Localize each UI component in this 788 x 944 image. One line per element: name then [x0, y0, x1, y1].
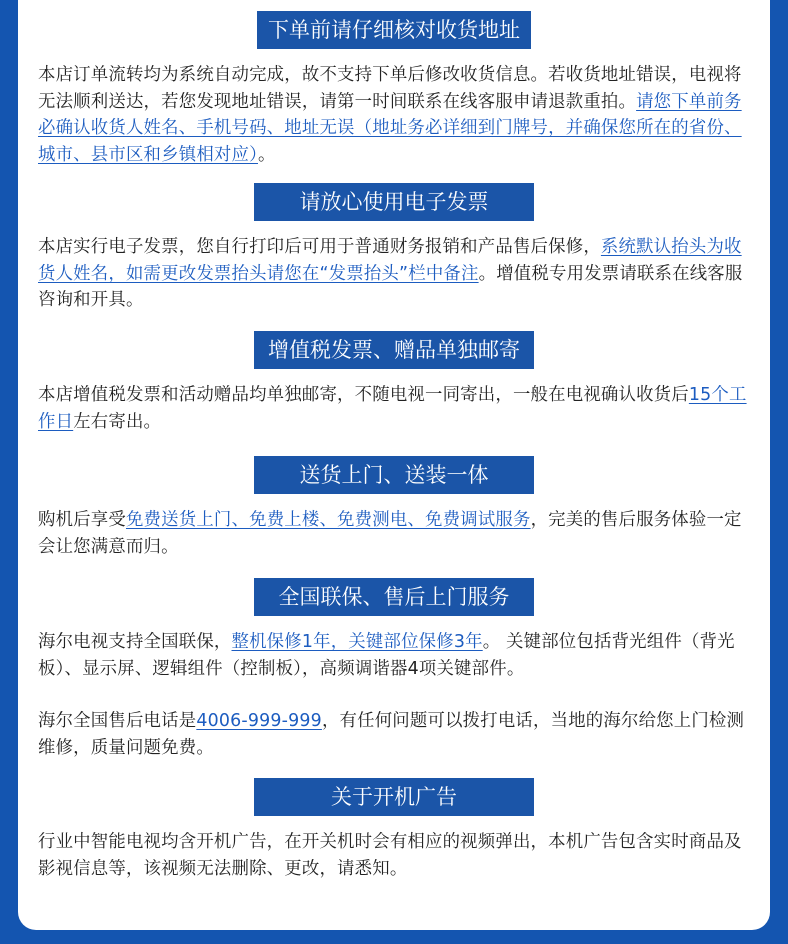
text-run: 本店实行电子发票，您自行打印后可用于普通财务报销和产品售后保修，: [38, 237, 601, 257]
section-heading: 请放心使用电子发票: [254, 183, 534, 221]
text-run: 。 关键部位包括背光组件（背光板）、显示屏、逻辑组件（控制板），高频调谐器4项关键部件。: [38, 632, 735, 679]
text-run: ，完美的售后服务体验一定会让您满意而归。: [38, 510, 742, 557]
section-paragraph: [38, 829, 750, 882]
section-paragraph: [38, 629, 750, 682]
content-panel: [18, 0, 770, 930]
section-heading: 关于开机广告: [254, 778, 534, 816]
section-invoice: [38, 183, 750, 314]
text-run: 。: [257, 144, 276, 165]
highlighted-text: 请您下单前务必确认收货人姓名、手机号码、地址无误（地址务必详细到门牌号，并确保您所在的省份、城市、县市区和乡镇相对应）: [38, 91, 742, 165]
text-run: 本店订单流转均为系统自动完成，故不支持下单后修改收货信息。若收货地址错误，电视将无法顺利送达，若您发现地址错误，请第一时间联系在线客服申请退款重拍。: [38, 65, 742, 112]
section-paragraph: [38, 234, 750, 314]
section-paragraph: [38, 507, 750, 560]
text-run: ，有任何问题可以拨打电话，当地的海尔给您上门检测维修，质量问题免费。: [38, 711, 745, 758]
section-heading: 送货上门、送装一体: [254, 456, 534, 494]
text-run: 行业中智能电视均含开机广告，在开关机时会有相应的视频弹出，本机广告包含实时商品及影视信息等，该视频无法删除、更改，请悉知。: [38, 832, 742, 879]
text-run: 左右寄出。: [73, 411, 162, 432]
section-heading: 下单前请仔细核对收货地址: [257, 11, 531, 49]
text-run: 本店增值税发票和活动赠品均单独邮寄，不随电视一同寄出，一般在电视确认收货后: [38, 385, 689, 405]
text-run: 购机后享受: [38, 510, 126, 530]
section-warranty: [38, 578, 750, 761]
section-paragraph: [38, 708, 750, 761]
section-paragraph: [38, 62, 750, 168]
section-heading: 增值税发票、赠品单独邮寄: [254, 331, 534, 369]
text-run: 海尔电视支持全国联保，: [38, 632, 232, 652]
highlighted-text: 免费送货上门、免费上楼、免费测电、免费调试服务: [125, 510, 531, 530]
section-delivery: [38, 456, 750, 560]
highlighted-text: 系统默认抬头为收货人姓名，如需更改发票抬头请您在“发票抬头”栏中备注: [38, 237, 742, 284]
highlighted-text: 15个工作日: [38, 385, 747, 432]
text-run: 。增值税专用发票请联系在线客服咨询和开具。: [38, 263, 743, 310]
service-phone-number: 4006-999-999: [196, 711, 322, 731]
section-ads: [38, 778, 750, 882]
section-heading: 全国联保、售后上门服务: [254, 578, 534, 616]
section-vat-gifts: [38, 331, 750, 435]
text-run: 海尔全国售后电话是: [38, 711, 197, 731]
section-address: [38, 11, 750, 168]
highlighted-text: 整机保修1年，关键部位保修3年: [231, 632, 483, 652]
section-paragraph: [38, 382, 750, 435]
